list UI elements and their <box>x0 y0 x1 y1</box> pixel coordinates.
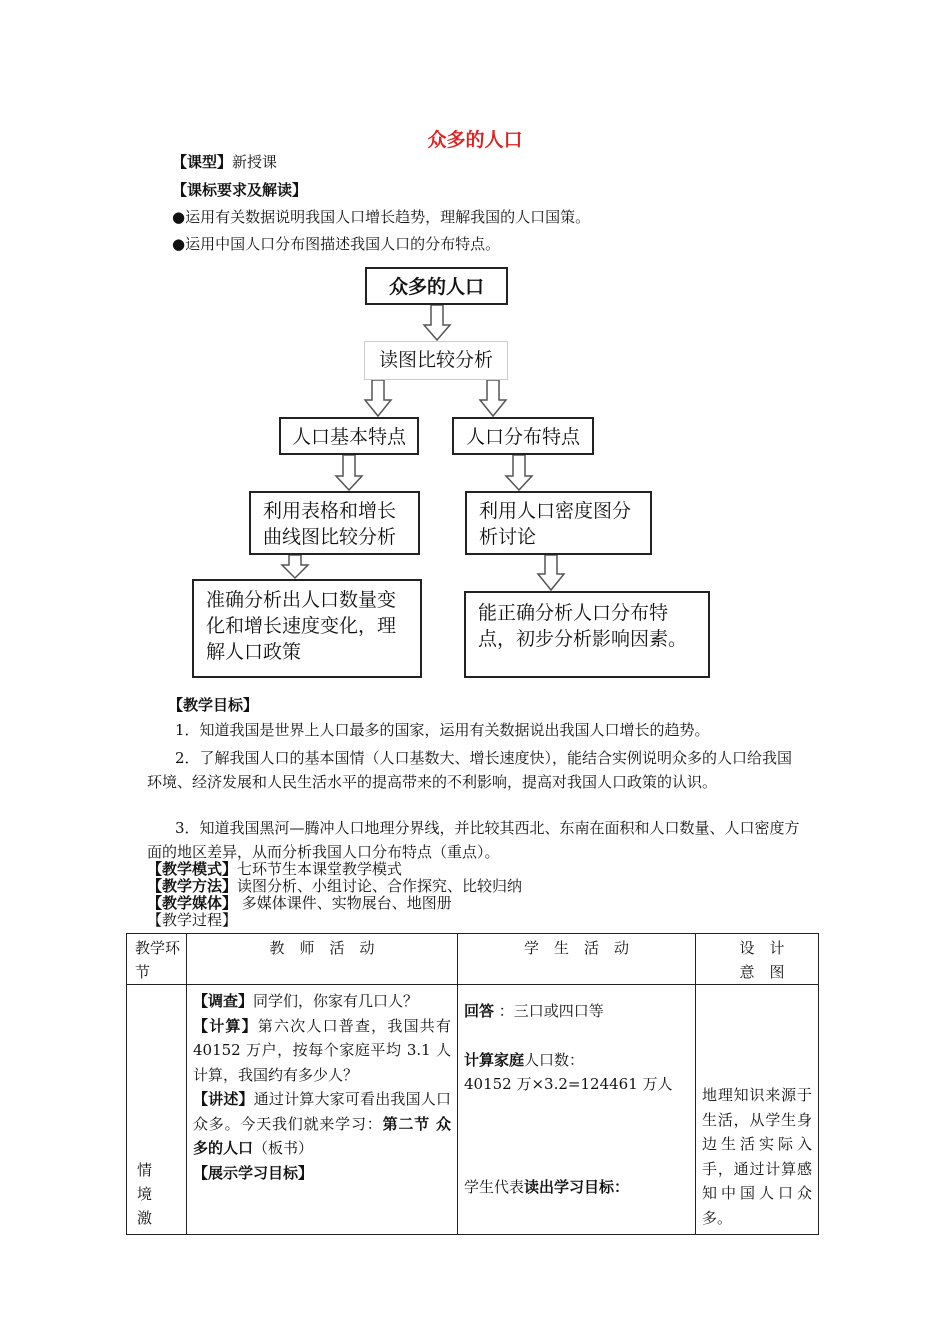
standards-heading: 【课标要求及解读】 <box>172 181 308 199</box>
standard-item: ●运用中国人口分布图描述我国人口的分布特点。 <box>172 235 501 253</box>
arrow-down-icon <box>538 555 564 590</box>
student-calc-result: 40152 万×3.2=124461 万人 <box>464 1075 673 1093</box>
header-intent: 设 计意 图 <box>696 934 819 985</box>
flow-box-basic-features: 人口基本特点 <box>279 417 419 455</box>
teaching-media-label: 【教学媒体】 <box>147 894 238 912</box>
page-title: 众多的人口 <box>427 129 523 151</box>
process-table <box>126 933 819 1235</box>
teaching-media-value: 多媒体课件、实物展台、地图册 <box>237 894 452 912</box>
flow-box-density-map: 利用人口密度图分析讨论 <box>465 491 652 555</box>
teaching-mode <box>147 861 402 878</box>
teaching-method <box>147 878 522 895</box>
goals-heading: 【教学目标】 <box>168 696 259 714</box>
student-read-goals: 学生代表读出学习目标： <box>464 1178 630 1196</box>
flow-box-table-curve: 利用表格和增长曲线图比较分析 <box>249 491 420 555</box>
header-teacher: 教 师 活 动 <box>187 934 458 985</box>
arrow-down-icon <box>480 380 506 416</box>
lesson-type-label: 【课型】 <box>172 153 233 171</box>
student-calc: 计算家庭人口数： <box>464 1050 585 1069</box>
arrow-down-icon <box>336 455 362 490</box>
student-cell <box>458 985 696 1235</box>
header-student: 学 生 活 动 <box>458 934 696 985</box>
flow-box-population-policy: 准确分析出人口数量变化和增长速度变化，理解人口政策 <box>192 579 422 678</box>
flow-box-analysis: 读图比较分析 <box>364 341 508 380</box>
goal-item: 3．知道我国黑河—腾冲人口地理分界线，并比较其西北、东南在面积和人口数量、人口密度方面的地区差异，从而分析我国人口分布特点（重点）。 <box>147 819 800 861</box>
teaching-mode-label: 【教学模式】 <box>147 860 238 878</box>
flow-box-top: 众多的人口 <box>365 267 508 305</box>
teaching-method-label: 【教学方法】 <box>147 877 238 895</box>
arrow-down-icon <box>282 555 308 578</box>
arrow-down-icon <box>365 380 391 416</box>
goal-item: 2．了解我国人口的基本国情（人口基数大、增长速度快），能结合实例说明众多的人口给我国环境、经济发展和人民生活水平的提高带来的不利影响，提高对我国人口政策的认识。 <box>147 749 793 791</box>
table-row <box>127 985 819 1235</box>
standard-item: ●运用有关数据说明我国人口增长趋势，理解我国的人口国策。 <box>172 208 591 226</box>
teacher-calc: 【计算】第六次人口普查，我国共有 40152 万户，按每个家庭平均 3.1 人计算，我国约有多少人？ <box>193 1016 451 1084</box>
teacher-show-goals: 【展示学习目标】 <box>193 1163 314 1182</box>
flow-box-distribution-features: 人口分布特点 <box>452 417 594 455</box>
flow-box-distribution-factors: 能正确分析人口分布特点，初步分析影响因素。 <box>464 591 710 678</box>
header-stage: 教学环节 <box>127 934 187 985</box>
teacher-cell <box>187 985 458 1235</box>
arrow-down-icon <box>424 305 450 340</box>
teacher-lecture: 【讲述】通过计算大家可看出我国人口众多。今天我们就来学习：第二节 众多的人口（板书） <box>193 1090 451 1157</box>
goal-item: 1．知道我国是世界上人口最多的国家，运用有关数据说出我国人口增长的趋势。 <box>175 721 710 739</box>
teacher-survey: 【调查】同学们，你家有几口人？ <box>193 992 419 1010</box>
stage-cell: 情境激 <box>127 985 187 1235</box>
teaching-method-value: 读图分析、小组讨论、合作探究、比较归纳 <box>237 877 523 895</box>
teaching-mode-value: 七环节生本课堂教学模式 <box>237 860 403 878</box>
process-heading: 【教学过程】 <box>147 911 238 929</box>
table-header-row <box>127 934 819 985</box>
intent-cell: 地理知识来源于生活，从学生身边生活实际入手，通过计算感知中国人口众多。 <box>696 985 819 1235</box>
teaching-media <box>147 895 452 912</box>
arrow-down-icon <box>506 455 532 490</box>
student-answer: 回答 ：三口或四口等 <box>464 1002 604 1020</box>
lesson-type-value: 新授课 <box>232 153 278 171</box>
